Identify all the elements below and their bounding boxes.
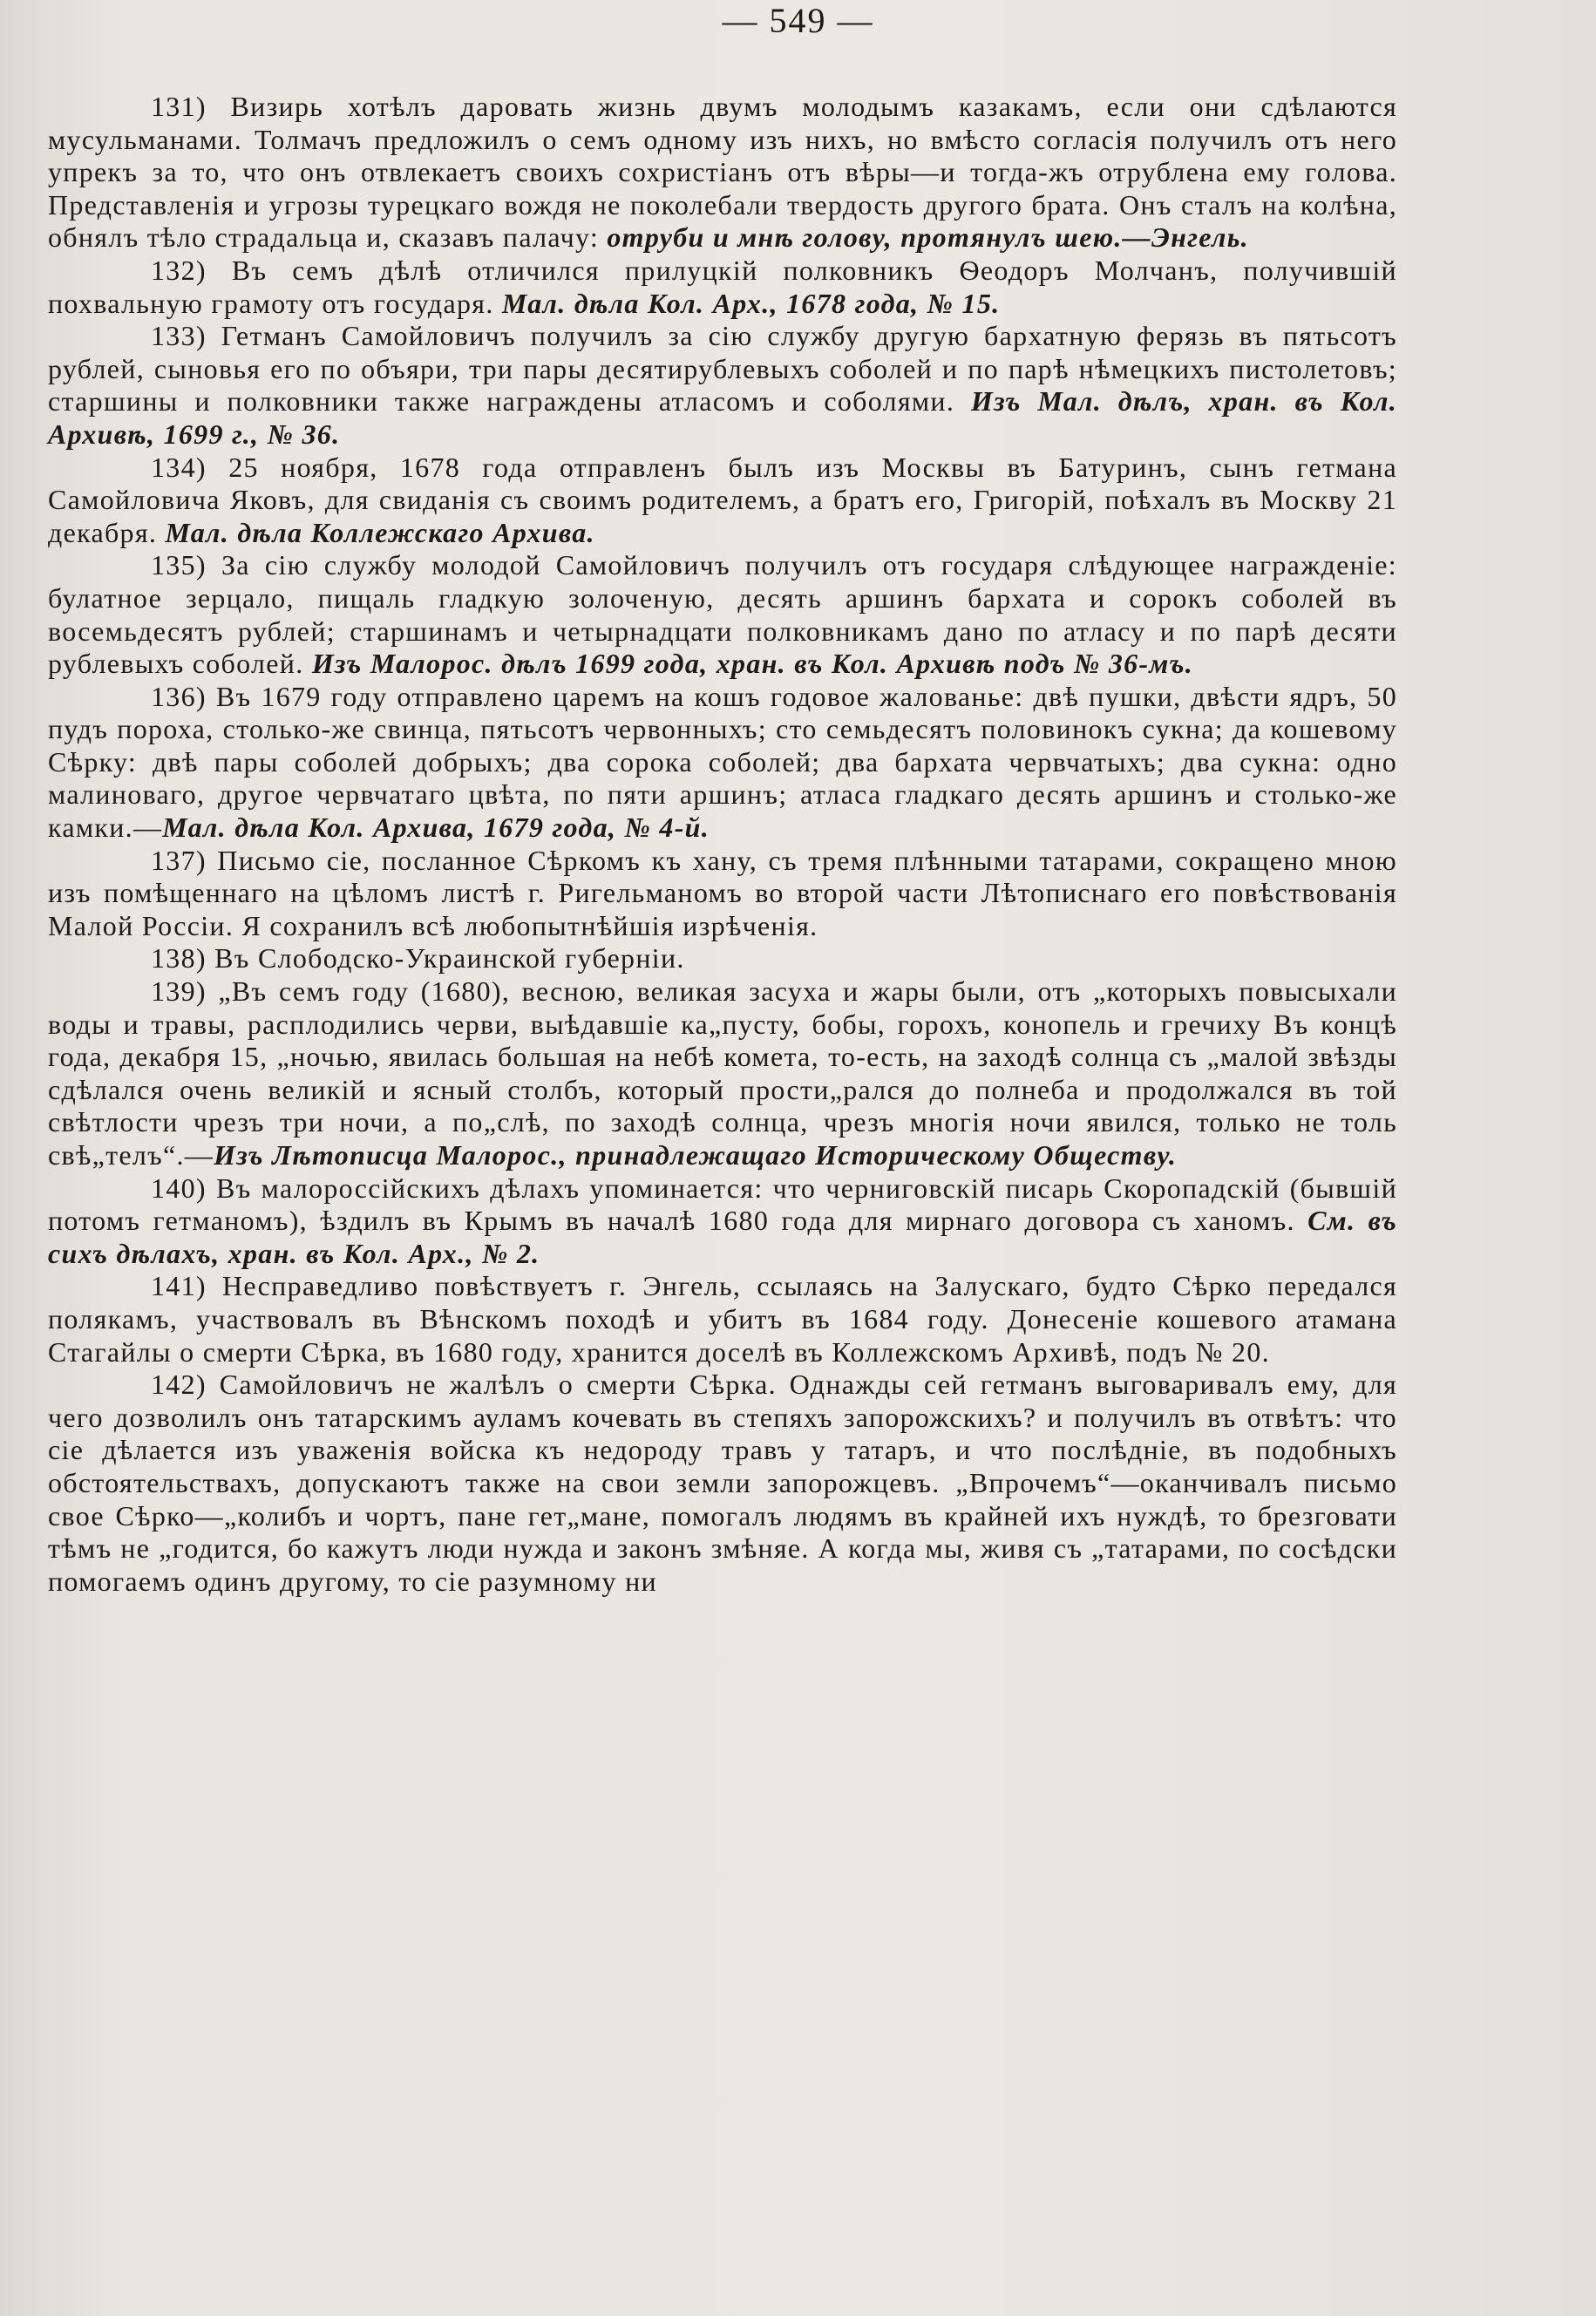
- note-133: [48, 320, 1397, 451]
- note-142: [48, 1369, 1397, 1598]
- notes-body: [48, 91, 1397, 1598]
- note-source: Изъ Лѣтописца Малорос., принадлежащаго Историческому Обществу.: [214, 1139, 1178, 1171]
- note-text: 135) За сію службу молодой Самойловичъ получилъ отъ государя слѣдующее награжденіе: булатное зерцало, пищаль гладкую золоченую, десять аршинъ бархата и сорокъ соболей въ восемьдесятъ рублей; старшинамъ и четырнадцати полковникамъ дано по атласу и по парѣ десяти рублевыхъ соболей.: [48, 549, 1397, 680]
- note-136: [48, 681, 1397, 845]
- note-source: Мал. дѣла Кол. Арх., 1678 года, № 15.: [501, 287, 1001, 319]
- note-text: 140) Въ малороссійскихъ дѣлахъ упоминается: что черниговскій писарь Скоропадскій (бывшій потомъ гетманомъ), ѣздилъ въ Крымъ въ началѣ 1680 года для мирнаго договора съ ханомъ.: [48, 1172, 1397, 1237]
- note-text: 132) Въ семъ дѣлѣ отличился прилуцкій полковникъ Ѳеодоръ Молчанъ, получившій похвальную грамоту отъ государя.: [48, 254, 1397, 319]
- note-text: 142) Самойловичъ не жалѣлъ о смерти Сѣрка. Однажды сей гетманъ выговаривалъ ему, для чего дозволилъ онъ татарскимъ ауламъ кочевать въ степяхъ запорожскихъ? и получилъ въ отвѣтъ: что сіе дѣлается изъ уваженія войска къ недороду травъ у татаръ, и что послѣдніе, въ подобныхъ обстоятельствахъ, допускаютъ также на свои земли запорожцевъ. „Впрочемъ“—оканчивалъ письмо свое Сѣрко—„колибъ и чортъ, пане гет„мане, помогалъ людямъ въ крайней ихъ нуждѣ, то брезговати тѣмъ не „годится, бо кажутъ люди нужда и законъ змѣняе. А когда мы, живя съ „татарами, по сосѣдски помогаемъ одинъ другому, то сіе разумному ни: [48, 1369, 1397, 1597]
- note-source: Мал. дѣла Коллежскаго Архива.: [165, 516, 595, 548]
- note-source: Изъ Малорос. дѣлъ 1699 года, хран. въ Кол. Архивѣ подъ № 36-мъ.: [311, 648, 1194, 680]
- note-140: [48, 1172, 1397, 1271]
- note-text: 136) Въ 1679 году отправлено царемъ на кошъ годовое жалованье: двѣ пушки, двѣсти ядръ, 50 пудъ пороха, столько-же свинца, пятьсотъ червонныхъ; сто семьдесятъ половинокъ сукна; да кошевому Сѣрку: двѣ пары соболей добрыхъ; два сорока соболей; два бархата червчатыхъ; два сукна: одно малиноваго, другое червчатаго цвѣта, по пяти аршинъ; атласа гладкаго десять аршинъ и столько-же камки.—: [48, 680, 1397, 844]
- note-text: 137) Письмо сіе, посланное Сѣркомъ къ хану, съ тремя плѣнными татарами, сокращено мною изъ помѣщеннаго на цѣломъ листѣ г. Ригельманомъ во второй части Лѣтописнаго его повѣствованія Малой Россіи. Я сохранилъ всѣ любопытнѣйшія изрѣченія.: [48, 844, 1397, 941]
- note-139: [48, 975, 1397, 1172]
- note-141: [48, 1270, 1397, 1369]
- note-source: Изъ Мал. дѣлъ, хран. въ Кол. Архивѣ, 1699 г., № 36.: [48, 385, 1397, 450]
- note-text: 131) Визирь хотѣлъ даровать жизнь двумъ молодымъ казакамъ, если они сдѣлаются мусульманами. Толмачъ предложилъ о семъ одному изъ нихъ, но вмѣсто согласія получилъ отъ него упрекъ за то, что онъ отвлекаетъ своихъ сохристіанъ отъ вѣры—и тогда-жъ отрублена ему голова. Представленія и угрозы турецкаго вождя не поколебали твердость другого брата. Онъ сталъ на колѣна, обнялъ тѣло страдальца и, сказавъ палачу:: [48, 91, 1397, 254]
- note-source: См. въ сихъ дѣлахъ, хран. въ Кол. Арх., № 2.: [48, 1205, 1397, 1269]
- note-source: отруби и мнѣ голову, протянулъ шею.—Энгель.: [607, 221, 1249, 254]
- note-text: 134) 25 ноября, 1678 года отправленъ былъ изъ Москвы въ Батуринъ, сынъ гетмана Самойловича Яковъ, для свиданія съ своимъ родителемъ, а братъ его, Григорій, поѣхалъ въ Москву 21 декабря.: [48, 451, 1397, 548]
- note-137: [48, 845, 1397, 943]
- note-134: [48, 452, 1397, 550]
- note-text: 139) „Въ семъ году (1680), весною, великая засуха и жары были, отъ „которыхъ повысыхали воды и травы, расплодились черви, выѣдавшіе ка„пусту, бобы, горохъ, конопель и гречиху Въ концѣ года, декабря 15, „ночью, явилась большая на небѣ комета, то-есть, на заходѣ солнца съ „малой звѣзды сдѣлался очень великій и ясный столбъ, который прости„рался до полнеба и продолжался въ той свѣтлости чрезъ три ночи, а по„слѣ, по заходѣ солнца, чрезъ многія ночи явился, только не толь свѣ„телъ“.—: [48, 975, 1397, 1171]
- note-138: [48, 942, 1397, 975]
- note-132: [48, 255, 1397, 320]
- note-text: 133) Гетманъ Самойловичъ получилъ за сію службу другую бархатную ферязь въ пятьсотъ рублей, сыновья его по объяри, три пары десятирублевыхъ соболей и по парѣ нѣмецкихъ пистолетовъ; старшины и полковники также награждены атласомъ и соболями.: [48, 320, 1397, 418]
- note-131: [48, 91, 1397, 255]
- note-135: [48, 549, 1397, 680]
- note-source: Мал. дѣла Кол. Архива, 1679 года, № 4-й.: [162, 812, 710, 844]
- note-text: 138) Въ Слободско-Украинской губерніи.: [151, 942, 685, 975]
- note-text: 141) Несправедливо повѣствуетъ г. Энгель, ссылаясь на Залускаго, будто Сѣрко передался полякамъ, участвовалъ въ Вѣнскомъ походѣ и убитъ въ 1684 году. Донесеніе кошевого атамана Стагайлы о смерти Сѣрка, въ 1680 году, хранится доселѣ въ Коллежскомъ Архивѣ, подъ № 20.: [48, 1270, 1397, 1368]
- page-number: — 549 —: [722, 1, 874, 40]
